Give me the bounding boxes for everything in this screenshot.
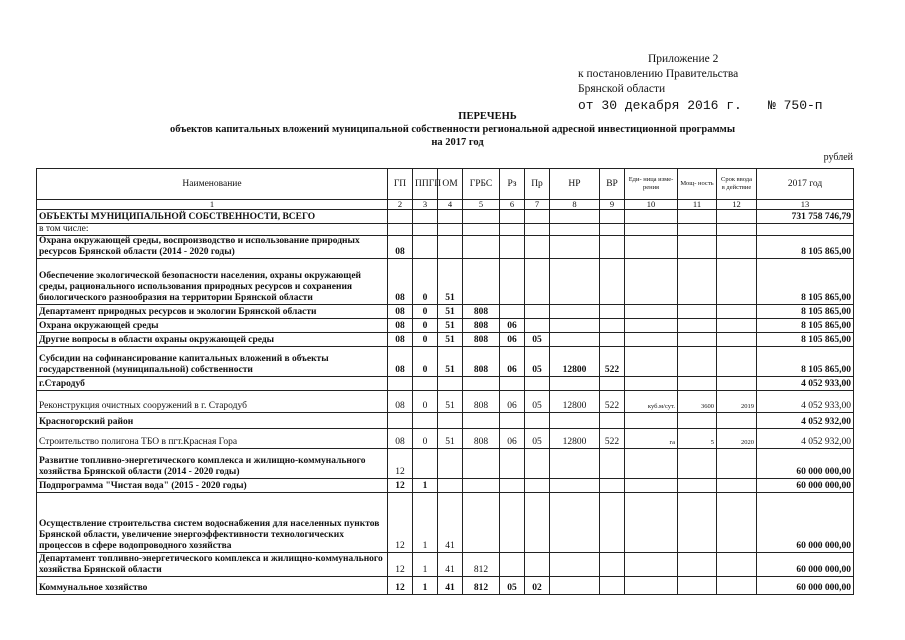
cell-ppgp: 1 [413,553,438,577]
table-row [37,305,854,319]
cell-ppgp: 0 [413,391,438,413]
cell-ppgp: 0 [413,319,438,333]
cell-unit [625,259,678,305]
col-number: 4 [438,200,463,210]
col-number: 7 [525,200,550,210]
cell-nr: 12800 [550,391,600,413]
cell-unit [625,210,678,224]
cell-power [678,347,717,377]
cell-vr: 522 [600,429,625,449]
cell-gp: 12 [388,553,413,577]
cell-name: Департамент природных ресурсов и экологии Брянской области [37,305,388,319]
cell-name: в том числе: [37,224,388,236]
cell-term [717,449,757,479]
cell-grbs [463,224,500,236]
cell-total: 8 105 865,00 [757,333,854,347]
col-number: 6 [500,200,525,210]
col-header-unit: Еди- ница изме- рения [625,169,678,200]
cell-grbs [463,259,500,305]
cell-om [438,413,463,429]
cell-grbs: 808 [463,391,500,413]
table-row [37,236,854,259]
cell-total: 8 105 865,00 [757,347,854,377]
cell-nr: 12800 [550,429,600,449]
cell-nr [550,553,600,577]
cell-power [678,210,717,224]
title-year: на 2017 год [431,137,484,148]
cell-name: г.Стародуб [37,377,388,391]
cell-gp: 12 [388,449,413,479]
cell-name: Строительство полигона ТБО в пгт.Красная Гора [37,429,388,449]
cell-name: Осуществление строительства систем водоснабжения для населенных пунктов Брянской области, увеличение энергоэффективности технологических процессов в сфере водопроводного хозяйства [37,493,388,553]
cell-grbs: 808 [463,333,500,347]
cell-rz [500,259,525,305]
col-number: 9 [600,200,625,210]
table-row [37,210,854,224]
cell-total: 60 000 000,00 [757,449,854,479]
cell-pr: 05 [525,347,550,377]
cell-pr [525,553,550,577]
cell-power [678,377,717,391]
cell-rz [500,479,525,493]
cell-gp: 08 [388,391,413,413]
cell-nr [550,259,600,305]
cell-vr [600,449,625,479]
cell-rz [500,493,525,553]
table-row [37,259,854,305]
col-number: 8 [550,200,600,210]
cell-grbs [463,210,500,224]
cell-rz: 05 [500,577,525,595]
cell-om: 41 [438,553,463,577]
cell-om: 51 [438,319,463,333]
cell-total: 731 758 746,79 [757,210,854,224]
cell-rz [500,224,525,236]
cell-om [438,449,463,479]
cell-name: ОБЪЕКТЫ МУНИЦИПАЛЬНОЙ СОБСТВЕННОСТИ, ВСЕГО [37,210,388,224]
cell-term [717,236,757,259]
cell-total [757,224,854,236]
cell-pr [525,449,550,479]
cell-total: 4 052 932,00 [757,429,854,449]
cell-vr [600,377,625,391]
cell-unit: га [625,429,678,449]
cell-vr [600,413,625,429]
cell-unit [625,479,678,493]
cell-ppgp: 0 [413,305,438,319]
appendix-block [578,52,858,113]
cell-pr [525,377,550,391]
cell-vr [600,553,625,577]
cell-ppgp [413,224,438,236]
cell-total: 60 000 000,00 [757,479,854,493]
cell-term [717,553,757,577]
cell-grbs [463,236,500,259]
cell-name: Другие вопросы в области охраны окружающей среды [37,333,388,347]
cell-grbs: 808 [463,305,500,319]
cell-rz [500,449,525,479]
cell-om [438,479,463,493]
cell-power [678,259,717,305]
cell-rz: 06 [500,429,525,449]
cell-nr [550,224,600,236]
cell-total: 8 105 865,00 [757,319,854,333]
cell-rz [500,553,525,577]
table-header-row [37,169,854,200]
cell-term [717,224,757,236]
cell-vr [600,236,625,259]
cell-rz [500,305,525,319]
cell-om: 41 [438,577,463,595]
cell-pr: 05 [525,429,550,449]
cell-gp [388,413,413,429]
cell-power [678,319,717,333]
cell-pr [525,259,550,305]
cell-grbs [463,413,500,429]
cell-gp: 08 [388,319,413,333]
cell-vr [600,479,625,493]
table-row [37,377,854,391]
cell-gp [388,224,413,236]
cell-grbs: 812 [463,553,500,577]
table-row [37,479,854,493]
cell-unit [625,413,678,429]
cell-gp: 08 [388,305,413,319]
col-number: 10 [625,200,678,210]
cell-name: Подпрограмма "Чистая вода" (2015 - 2020 годы) [37,479,388,493]
cell-term [717,210,757,224]
cell-name: Охрана окружающей среды [37,319,388,333]
cell-rz: 06 [500,333,525,347]
cell-unit [625,493,678,553]
cell-pr [525,224,550,236]
appendix-region: Брянской области [578,83,666,95]
cell-power [678,577,717,595]
cell-unit [625,224,678,236]
cell-gp: 12 [388,577,413,595]
cell-total: 8 105 865,00 [757,259,854,305]
cell-rz [500,377,525,391]
table-row [37,224,854,236]
col-header-nr: НР [550,169,600,200]
cell-pr [525,319,550,333]
cell-name: Обеспечение экологической безопасности населения, охраны окружающей среды, рационального использования природных ресурсов и сохранения биологического разнообразия на территории Брянской области [37,259,388,305]
col-number: 5 [463,200,500,210]
investment-table [36,168,854,595]
cell-rz [500,210,525,224]
cell-grbs [463,479,500,493]
cell-om: 41 [438,493,463,553]
col-header-ppgp: ППГП [413,169,438,200]
col-header-gp: ГП [388,169,413,200]
cell-ppgp: 1 [413,479,438,493]
table-row [37,413,854,429]
document-title [0,110,905,149]
cell-vr [600,319,625,333]
cell-nr [550,210,600,224]
col-header-om: ОМ [438,169,463,200]
column-number-row [37,200,854,210]
cell-term [717,413,757,429]
table-row [37,429,854,449]
cell-term: 2019 [717,391,757,413]
cell-gp: 08 [388,236,413,259]
table-row [37,333,854,347]
cell-ppgp [413,449,438,479]
resolution-date: 30 декабря 2016 г. [601,98,742,113]
cell-grbs [463,449,500,479]
cell-pr [525,413,550,429]
cell-total: 4 052 933,00 [757,391,854,413]
cell-vr: 522 [600,391,625,413]
col-header-power: Мощ- ность [678,169,717,200]
cell-unit [625,305,678,319]
cell-name: Красногорский район [37,413,388,429]
cell-unit [625,449,678,479]
cell-power [678,236,717,259]
cell-unit [625,236,678,259]
cell-vr [600,493,625,553]
cell-ppgp: 0 [413,333,438,347]
cell-unit [625,319,678,333]
table-body [37,210,854,595]
cell-ppgp [413,377,438,391]
cell-ppgp: 0 [413,347,438,377]
table-row [37,493,854,553]
col-number: 2 [388,200,413,210]
cell-power [678,479,717,493]
cell-total: 8 105 865,00 [757,305,854,319]
cell-om [438,224,463,236]
cell-ppgp [413,210,438,224]
cell-vr: 522 [600,347,625,377]
appendix-resolution: к постановлению Правительства [578,68,739,80]
cell-om: 51 [438,259,463,305]
cell-nr [550,479,600,493]
cell-rz: 06 [500,347,525,377]
cell-power [678,224,717,236]
cell-power [678,413,717,429]
cell-term: 2020 [717,429,757,449]
cell-ppgp: 0 [413,259,438,305]
cell-vr [600,210,625,224]
col-number: 3 [413,200,438,210]
table-row [37,553,854,577]
col-header-vr: ВР [600,169,625,200]
cell-pr [525,493,550,553]
cell-name: Охрана окружающей среды, воспроизводство и использование природных ресурсов Брянской области (2014 - 2020 годы) [37,236,388,259]
cell-unit [625,347,678,377]
table-row [37,319,854,333]
cell-nr [550,577,600,595]
cell-name: Субсидии на софинансирование капитальных вложений в объекты государственной (муниципальной) собственности [37,347,388,377]
cell-gp: 08 [388,259,413,305]
cell-grbs: 808 [463,319,500,333]
cell-om: 51 [438,305,463,319]
cell-grbs: 812 [463,577,500,595]
cell-pr: 05 [525,333,550,347]
cell-term [717,577,757,595]
cell-term [717,377,757,391]
cell-unit [625,553,678,577]
cell-nr [550,449,600,479]
cell-total: 4 052 933,00 [757,377,854,391]
title-heading: ПЕРЕЧЕНЬ [458,111,517,122]
cell-grbs [463,377,500,391]
cell-power [678,553,717,577]
cell-om: 51 [438,347,463,377]
cell-unit [625,333,678,347]
col-header-term: Срок ввода в действие [717,169,757,200]
cell-total: 8 105 865,00 [757,236,854,259]
cell-om: 51 [438,391,463,413]
cell-nr [550,305,600,319]
date-prefix: от [578,98,594,113]
cell-term [717,333,757,347]
cell-ppgp: 1 [413,493,438,553]
cell-nr [550,319,600,333]
cell-unit [625,577,678,595]
col-number: 1 [37,200,388,210]
col-header-total: 2017 год [757,169,854,200]
cell-pr [525,236,550,259]
cell-total: 60 000 000,00 [757,553,854,577]
col-header-grbs: ГРБС [463,169,500,200]
col-header-rz: Рз [500,169,525,200]
cell-om: 51 [438,333,463,347]
cell-total: 4 052 932,00 [757,413,854,429]
cell-power [678,449,717,479]
cell-term [717,259,757,305]
table-row [37,449,854,479]
col-number: 13 [757,200,854,210]
cell-power: 3600 [678,391,717,413]
cell-term [717,493,757,553]
cell-term [717,305,757,319]
col-number: 11 [678,200,717,210]
col-number: 12 [717,200,757,210]
cell-gp: 08 [388,333,413,347]
cell-gp: 08 [388,429,413,449]
cell-grbs [463,493,500,553]
cell-vr [600,333,625,347]
cell-name: Реконструкция очистных сооружений в г. Стародуб [37,391,388,413]
cell-pr: 02 [525,577,550,595]
cell-gp: 12 [388,493,413,553]
cell-power [678,305,717,319]
table-row [37,391,854,413]
cell-om [438,236,463,259]
cell-ppgp [413,236,438,259]
table-row [37,347,854,377]
cell-nr [550,236,600,259]
cell-gp: 12 [388,479,413,493]
cell-vr [600,259,625,305]
col-header-pr: Пр [525,169,550,200]
cell-ppgp [413,413,438,429]
cell-pr: 05 [525,391,550,413]
col-header-name: Наименование [37,169,388,200]
cell-rz: 06 [500,319,525,333]
cell-nr [550,413,600,429]
cell-term [717,347,757,377]
cell-unit [625,377,678,391]
cell-om: 51 [438,429,463,449]
cell-nr: 12800 [550,347,600,377]
cell-nr [550,377,600,391]
units-label: рублей [823,152,853,163]
cell-gp [388,210,413,224]
cell-total: 60 000 000,00 [757,577,854,595]
appendix-title: Приложение 2 [648,53,719,65]
cell-gp: 08 [388,347,413,377]
cell-rz [500,236,525,259]
cell-om [438,377,463,391]
cell-total: 60 000 000,00 [757,493,854,553]
cell-pr [525,210,550,224]
cell-term [717,479,757,493]
cell-rz: 06 [500,391,525,413]
cell-term [717,319,757,333]
cell-om [438,210,463,224]
title-subject: объектов капитальных вложений муниципальной собственности региональной адресной инвестиционной программы [169,124,736,135]
cell-name: Развитие топливно-энергетического комплекса и жилищно-коммунального хозяйства Брянской области (2014 - 2020 годы) [37,449,388,479]
cell-name: Департамент топливно-энергетического комплекса и жилищно-коммунального хозяйства Брянской области [37,553,388,577]
cell-pr [525,479,550,493]
cell-grbs: 808 [463,347,500,377]
cell-ppgp: 0 [413,429,438,449]
resolution-number: № 750-п [768,98,823,113]
cell-power [678,493,717,553]
cell-gp [388,377,413,391]
cell-name: Коммунальное хозяйство [37,577,388,595]
cell-grbs: 808 [463,429,500,449]
cell-rz [500,413,525,429]
cell-vr [600,224,625,236]
cell-nr [550,493,600,553]
cell-ppgp: 1 [413,577,438,595]
cell-pr [525,305,550,319]
cell-unit: куб.м/сут. [625,391,678,413]
cell-vr [600,577,625,595]
cell-power: 5 [678,429,717,449]
cell-nr [550,333,600,347]
table-row [37,577,854,595]
cell-power [678,333,717,347]
cell-vr [600,305,625,319]
